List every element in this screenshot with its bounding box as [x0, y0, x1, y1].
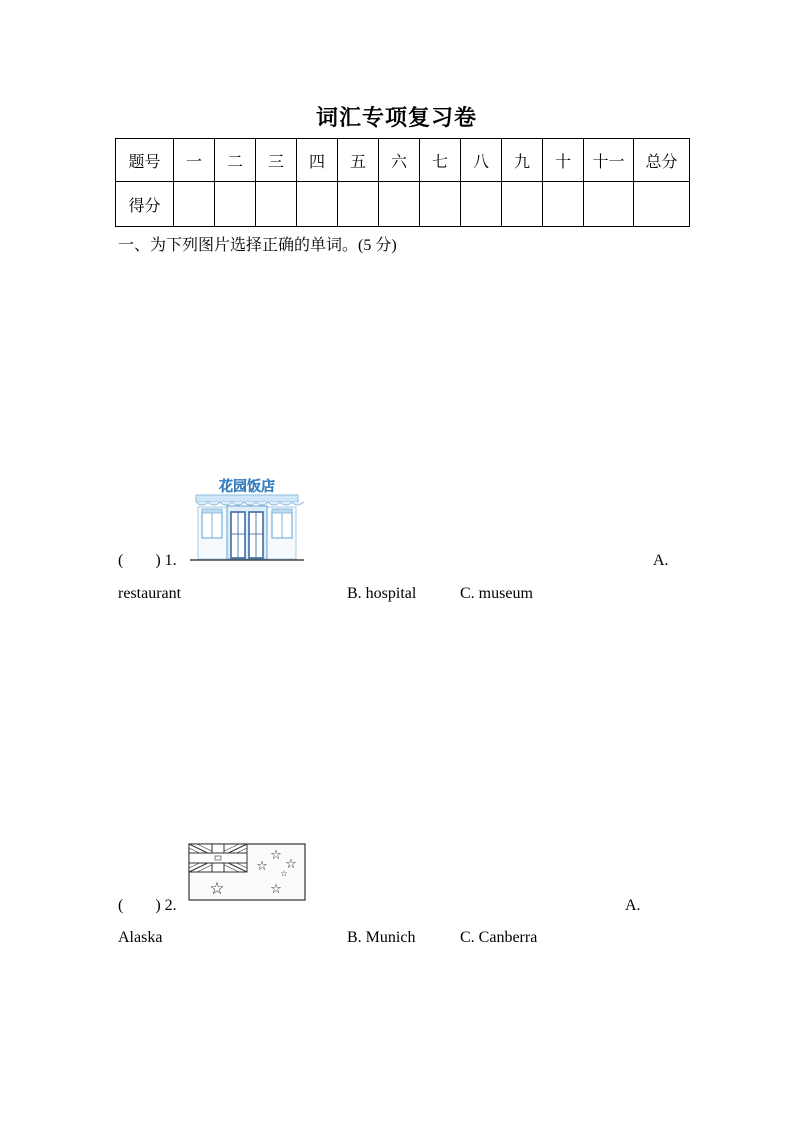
score-table-col: 三 — [256, 139, 297, 182]
score-cell — [461, 182, 502, 227]
score-table-col: 八 — [461, 139, 502, 182]
score-cell — [584, 182, 634, 227]
star-icon: ☆ — [270, 848, 282, 863]
score-table-col: 十 — [543, 139, 584, 182]
score-table-row-label: 题号 — [116, 139, 174, 182]
score-table-col: 四 — [297, 139, 338, 182]
score-cell — [338, 182, 379, 227]
score-table-row-label: 得分 — [116, 182, 174, 227]
star-icon: ☆ — [256, 859, 268, 874]
score-table-col: 一 — [174, 139, 215, 182]
score-cell — [256, 182, 297, 227]
star-icon: ☆ — [209, 879, 225, 899]
score-cell — [543, 182, 584, 227]
score-table — [115, 138, 690, 227]
q2-option-a-word: Alaska — [118, 929, 163, 946]
restaurant-sign-text: 花园饭店 — [219, 478, 275, 494]
score-cell — [215, 182, 256, 227]
score-table-col: 六 — [379, 139, 420, 182]
q2-number: ( ) 2. — [118, 897, 177, 914]
star-icon: ☆ — [280, 869, 288, 878]
restaurant-illustration — [188, 476, 306, 562]
score-table-score-row — [116, 182, 690, 227]
score-cell — [297, 182, 338, 227]
score-table-col: 九 — [502, 139, 543, 182]
section-heading: 一、为下列图片选择正确的单词。(5 分) — [118, 237, 397, 254]
page-title: 词汇专项复习卷 — [315, 105, 477, 130]
score-table-col: 二 — [215, 139, 256, 182]
star-icon: ☆ — [270, 882, 282, 897]
flag-illustration — [188, 843, 306, 901]
q1-option-b: B. hospital — [347, 585, 417, 602]
q1-number: ( ) 1. — [118, 552, 177, 569]
score-cell — [420, 182, 461, 227]
score-cell — [174, 182, 215, 227]
q2-option-b: B. Munich — [347, 929, 416, 946]
star-icon: ☆ — [285, 857, 297, 872]
q1-option-a-word: restaurant — [118, 585, 182, 602]
score-table-col: 总分 — [634, 139, 690, 182]
q2-option-c: C. Canberra — [460, 929, 538, 946]
q1-option-c: C. museum — [460, 585, 533, 602]
score-table-col: 十一 — [584, 139, 634, 182]
restaurant-image — [188, 476, 306, 567]
score-table-col: 五 — [338, 139, 379, 182]
q1-option-a-label: A. — [653, 552, 669, 569]
flag-image — [188, 843, 306, 906]
score-cell — [379, 182, 420, 227]
score-table-col: 七 — [420, 139, 461, 182]
score-cell — [634, 182, 690, 227]
score-cell — [502, 182, 543, 227]
score-table-header-row — [116, 139, 690, 182]
q2-option-a-label: A. — [625, 897, 641, 914]
